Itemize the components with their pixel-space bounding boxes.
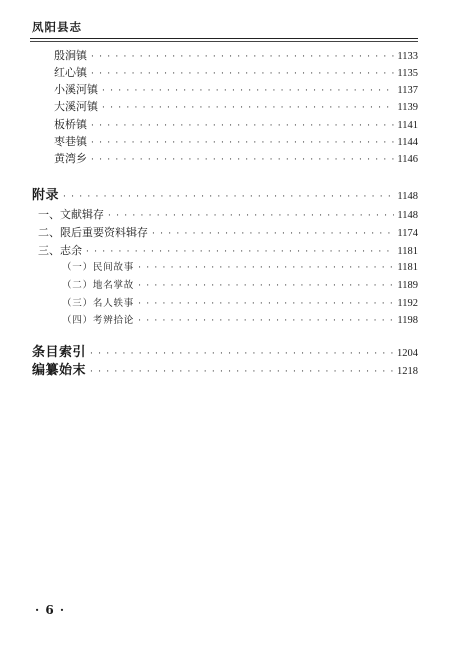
toc-entry-label: 大溪河镇 (54, 100, 98, 113)
toc-entry-appendix-item[interactable] (38, 242, 418, 260)
toc-entry-label: 黄湾乡 (54, 152, 87, 165)
dot-leader (108, 207, 394, 225)
toc-entry-appendix-item[interactable] (38, 206, 418, 224)
toc-page-number: 1141 (397, 120, 418, 131)
toc-entry-town[interactable] (54, 116, 418, 134)
toc-page-number: 1181 (397, 246, 418, 257)
toc-entry-town[interactable] (54, 81, 418, 99)
page-folio: · 6 · (35, 603, 66, 617)
toc-section-label: 条目索引 (32, 345, 87, 360)
toc-entry-appendix-subitem[interactable] (62, 295, 418, 313)
toc-entry-compilation[interactable] (32, 362, 418, 380)
toc-entry-appendix[interactable] (32, 187, 418, 205)
toc-entry-index[interactable] (32, 344, 418, 362)
toc-entry-label: （三）名人轶事 (62, 298, 135, 309)
toc-page-number: 1148 (397, 210, 418, 221)
toc-entry-appendix-subitem[interactable] (62, 277, 418, 295)
dot-leader (102, 99, 394, 117)
toc-entry-label: 枣巷镇 (54, 135, 87, 148)
toc-page-number: 1137 (397, 85, 418, 96)
dot-leader (63, 188, 394, 206)
dot-leader (90, 345, 394, 363)
toc-page-number: 1174 (397, 228, 418, 239)
dot-leader (138, 259, 394, 277)
toc-entry-appendix-item[interactable] (38, 224, 418, 242)
toc-entry-label: 三、志余 (38, 244, 82, 257)
dot-leader (138, 295, 394, 313)
toc-entry-label: 一、文献辑存 (38, 208, 104, 221)
toc-entry-appendix-subitem[interactable] (62, 259, 418, 277)
toc-page-number: 1146 (397, 154, 418, 165)
dot-leader (152, 225, 394, 243)
toc-entry-town[interactable] (54, 98, 418, 116)
toc-page-number: 1189 (397, 280, 418, 291)
dot-leader (90, 363, 394, 381)
header-rule-thin (30, 41, 418, 42)
toc-page-number: 1133 (397, 51, 418, 62)
toc-entry-label: （四）考辨拾论 (62, 315, 135, 326)
toc-entry-appendix-subitem[interactable] (62, 312, 418, 330)
toc-page-number: 1218 (397, 366, 418, 377)
toc-entry-town[interactable] (54, 133, 418, 151)
toc-entry-town[interactable] (54, 47, 418, 65)
toc-entry-label: 二、限后重要资料辑存 (38, 226, 148, 239)
toc-page-number: 1135 (397, 68, 418, 79)
toc-entry-label: 红心镇 (54, 66, 87, 79)
dot-leader (91, 151, 394, 169)
toc-page-number: 1192 (397, 298, 418, 309)
toc-page-number: 1204 (397, 348, 418, 359)
toc-page-number: 1148 (397, 191, 418, 202)
dot-leader (138, 277, 394, 295)
toc-page-number: 1144 (397, 137, 418, 148)
running-title: 凤阳县志 (32, 20, 82, 34)
toc-entry-town[interactable] (54, 150, 418, 168)
toc-entry-town[interactable] (54, 64, 418, 82)
toc-page-number: 1198 (397, 315, 418, 326)
toc-entry-label: 小溪河镇 (54, 83, 98, 96)
toc-entry-label: 板桥镇 (54, 118, 87, 131)
toc-entry-label: 殷涧镇 (54, 49, 87, 62)
toc-page-number: 1181 (397, 262, 418, 273)
toc-section-label: 附录 (32, 188, 60, 203)
toc-page-number: 1139 (397, 102, 418, 113)
toc-entry-label: （二）地名掌故 (62, 280, 135, 291)
toc-entry-label: （一）民间故事 (62, 262, 135, 273)
header-rule (30, 38, 418, 39)
toc-section-label: 编纂始末 (32, 363, 87, 378)
dot-leader (138, 312, 394, 330)
